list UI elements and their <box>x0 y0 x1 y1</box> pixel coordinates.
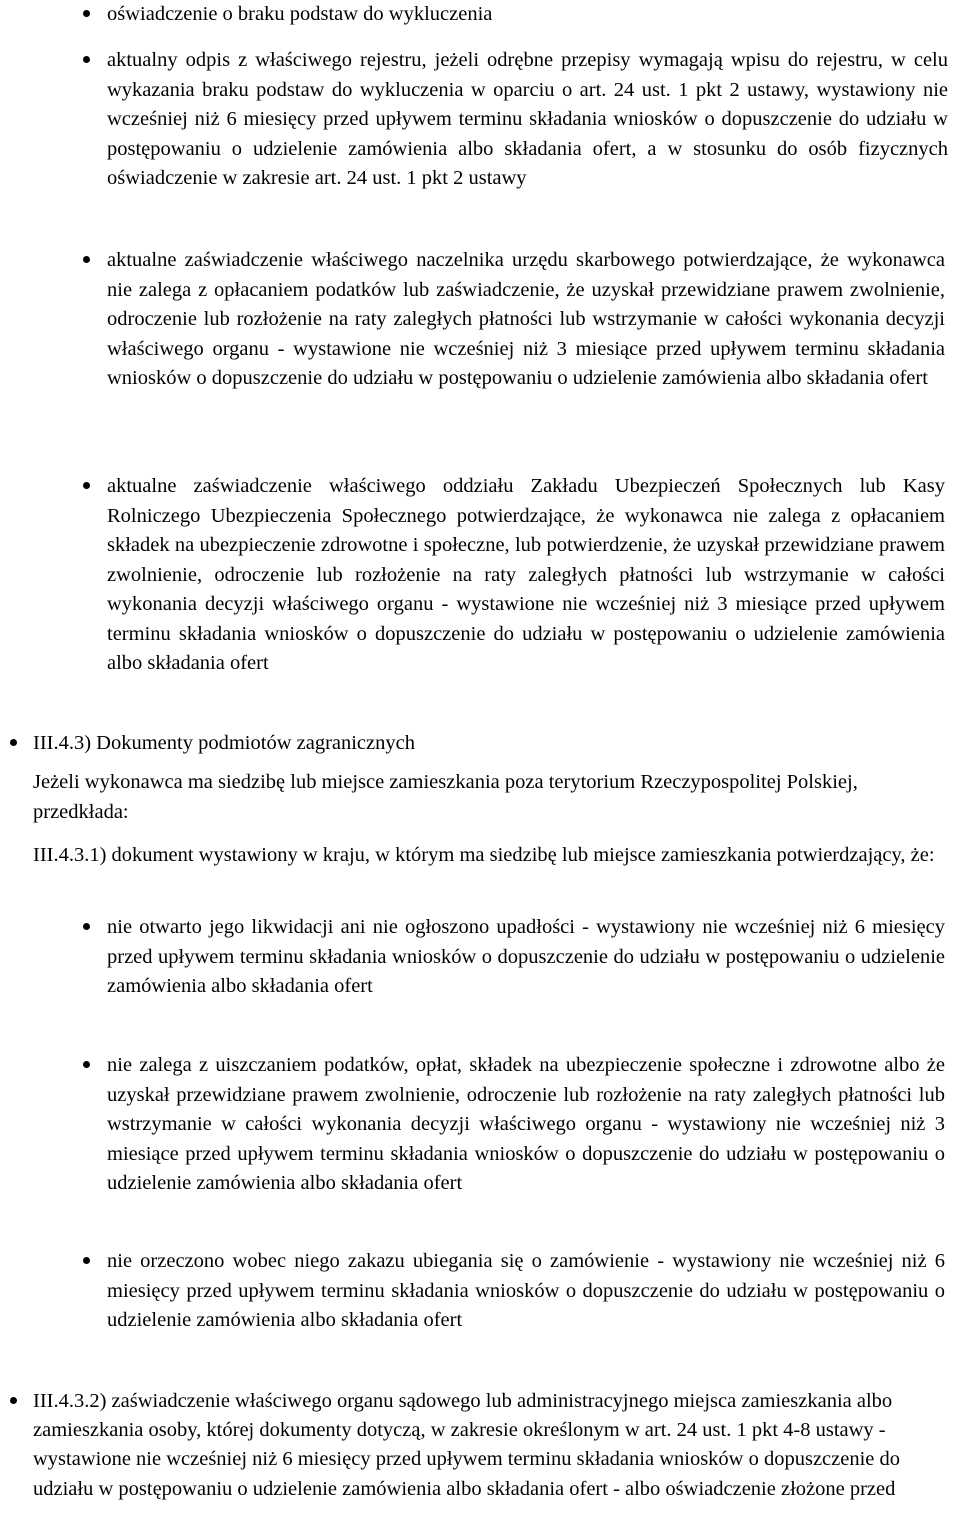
section-heading: III.4.3) Dokumenty podmiotów zagranicznych <box>33 732 415 754</box>
bullet-icon <box>10 739 17 746</box>
bullet-icon <box>83 482 90 489</box>
bullet-icon <box>10 1397 17 1404</box>
list-item-zaswiadczenie-zus-krus: aktualne zaświadczenie właściwego oddziału Zakładu Ubezpieczeń Społecznych lub Kasy Rolniczego Ubezpieczenia Społecznego potwierdzające, że wykonawca nie zalega z opłacaniem składek na ubezpieczenie zdrowotne i społeczne, lub potwierdzenie, że uzyskał przewidziane prawem zwolnienie, odroczenie lub rozłożenie na raty zaległych płatności lub wstrzymanie w całości wykonania decyzji właściwego organu - wystawione nie wcześniej niż 3 miesiące przed upływem terminu składania wniosków o dopuszczenie do udziału w postępowaniu o udzielenie zamówienia albo składania ofert <box>107 475 945 674</box>
list-item-zaswiadczenie-urzedu-skarbowego: aktualne zaświadczenie właściwego naczelnika urzędu skarbowego potwierdzające, że wykonawca nie zalega z opłacaniem podatków lub zaświadczenie, że uzyskał przewidziane prawem zwolnienie, odroczenie lub rozłożenie na raty zaległych płatności lub wstrzymanie w całości wykonania decyzji właściwego organu - wystawione nie wcześniej niż 3 miesiące przed upływem terminu składania wniosków o dopuszczenie do udziału w postępowaniu o udzielenie zamówienia albo składania ofert <box>107 249 945 389</box>
bullet-icon <box>83 56 90 63</box>
list-item-odpis-z-rejestru: aktualny odpis z właściwego rejestru, jeżeli odrębne przepisy wymagają wpisu do rejestru, w celu wykazania braku podstaw do wykluczenia w oparciu o art. 24 ust. 1 pkt 2 ustawy, wystawiony nie wcześniej niż 6 miesięcy przed upływem terminu składania wniosków o dopuszczenie do udziału w postępowaniu o udzielenie zamówienia albo składania ofert, a w stosunku do osób fizycznych oświadczenie w zakresie art. 24 ust. 1 pkt 2 ustawy <box>107 49 948 189</box>
bullet-icon <box>83 1257 90 1264</box>
subsection-3-2: III.4.3.2) zaświadczenie właściwego organu sądowego lub administracyjnego miejsca zamieszkania albo zamieszkania osoby, której dokumenty dotyczą, w zakresie określonym w art. 24 ust. 1 pkt 4-8 ustawy - wystawione nie wcześniej niż 6 miesięcy przed upływem terminu składania wniosków o dopuszczenie do udziału w postępowaniu o udzielenie zamówienia albo składania ofert - albo oświadczenie złożone przed <box>33 1390 901 1500</box>
list-item-oswiadczenie: oświadczenie o braku podstaw do wykluczenia <box>107 3 493 25</box>
sub-item-nie-orzeczono-zakazu: nie orzeczono wobec niego zakazu ubiegania się o zamówienie - wystawiony nie wcześniej niż 6 miesięcy przed upływem terminu składania wniosków o dopuszczenie do udziału w postępowaniu o udzielenie zamówienia albo składania ofert <box>107 1250 945 1331</box>
bullet-icon <box>83 10 90 17</box>
sub-item-nie-otwarto-likwidacji: nie otwarto jego likwidacji ani nie ogłoszono upadłości - wystawiony nie wcześniej niż 6 miesięcy przed upływem terminu składania wniosków o dopuszczenie do udziału w postępowaniu o udzielenie zamówienia albo składania ofert <box>107 916 945 997</box>
section-intro: Jeżeli wykonawca ma siedzibę lub miejsce zamieszkania poza terytorium Rzeczypospolitej Polskiej, przedkłada: <box>33 771 858 823</box>
subsection-3-1: III.4.3.1) dokument wystawiony w kraju, w którym ma siedzibę lub miejsce zamieszkania potwierdzający, że: <box>33 844 935 866</box>
bullet-icon <box>83 256 90 263</box>
bullet-icon <box>83 923 90 930</box>
sub-item-nie-zalega: nie zalega z uiszczaniem podatków, opłat, składek na ubezpieczenie społeczne i zdrowotne albo że uzyskał przewidziane prawem zwolnienie, odroczenie lub rozłożenie na raty zaległych płatności lub wstrzymanie w całości wykonania decyzji właściwego organu - wystawiony nie wcześniej niż 3 miesiące przed upływem terminu składania wniosków o dopuszczenie do udziału w postępowaniu o udzielenie zamówienia albo składania ofert <box>107 1054 945 1194</box>
bullet-icon <box>83 1061 90 1068</box>
